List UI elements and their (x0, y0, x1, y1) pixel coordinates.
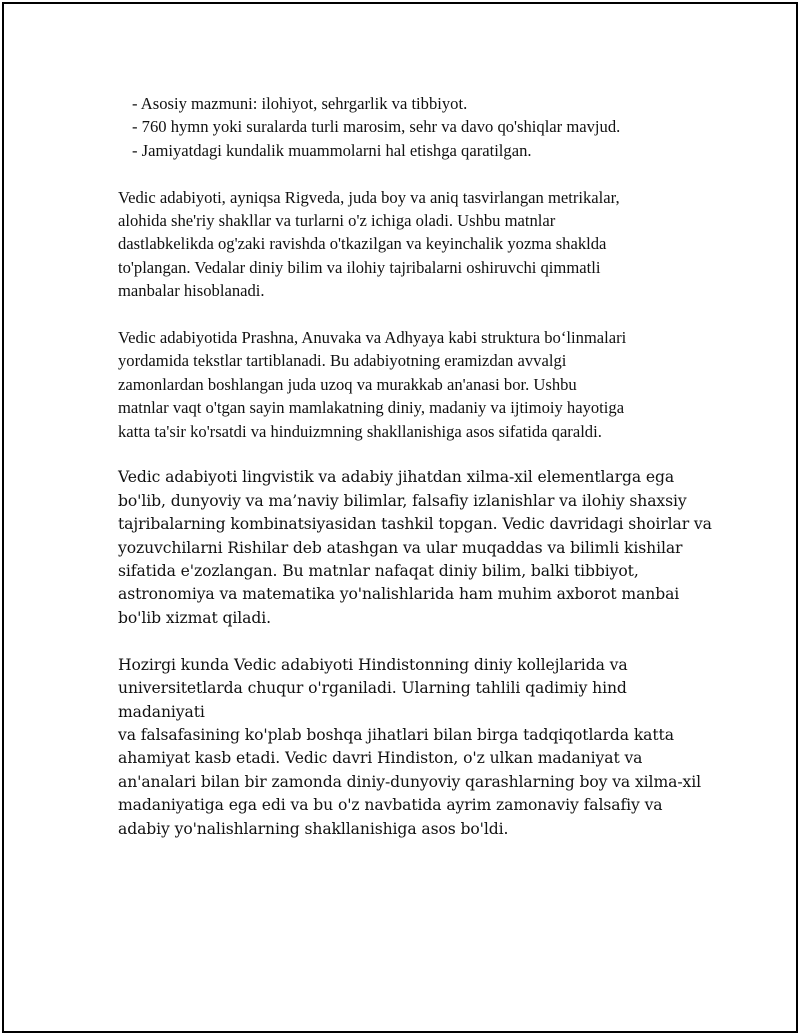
bullet-list (118, 92, 718, 162)
paragraph-structure-divisions: Vedic adabiyotida Prashna, Anuvaka va Adhyaya kabi struktura bo‘linmalari yordamida tekstlar tartiblanadi. Bu adabiyotning eramizdan avvalgi zamonlardan boshlangan juda uzoq va murakkab an'anasi bor. Ushbu matnlar vaqt o'tgan sayin mamlakatning diniy, madaniy va ijtimoiy hayotiga katta ta'sir ko'rsatdi va hinduizmning shakllanishiga asos sifatida qaraldi. (118, 328, 627, 441)
document-body (118, 92, 718, 841)
bullet-item: - 760 hymn yoki suralarda turli marosim, sehr va davo qo'shiqlar mavjud. (132, 117, 621, 137)
bullet-item: - Asosiy mazmuni: ilohiyot, sehrgarlik va tibbiyot. (132, 94, 468, 113)
paragraph-modern-study: Hozirgi kunda Vedic adabiyoti Hindistonning diniy kollejlarida va universitetlarda chuqur o'rganiladi. Ularning tahlili qadimiy hind madaniyati va falsafasining ko'plab boshqa jihatlari bilan birga tadqiqotlarda katta ahamiyat kasb etadi. Vedic davri Hindiston, o'z ulkan madaniyat va an'analari bilan bir zamonda diniy-dunyoviy qarashlarning boy va xilma-xil madaniyatiga ega edi va bu o'z navbatida ayrim zamonaviy falsafiy va adabiy yo'nalishlarning shakllanishiga asos bo'ldi. (118, 655, 701, 838)
paragraph-rigveda-metrics: Vedic adabiyoti, ayniqsa Rigveda, juda boy va aniq tasvirlangan metrikalar, alohida she'riy shakllar va turlarni o'z ichiga oladi. Ushbu matnlar dastlabkelikda og'zaki ravishda o'tkazilgan va keyinchalik yozma shaklda to'plangan. Vedalar diniy bilim va ilohiy tajribalarni oshiruvchi qimmatli manbalar hisoblanadi. (118, 187, 620, 301)
bullet-item: - Jamiyatdagi kundalik muammolarni hal etishga qaratilgan. (132, 140, 532, 160)
paragraph-linguistic-diversity: Vedic adabiyoti lingvistik va adabiy jihatdan xilma-xil elementlarga ega bo'lib, dunyoviy va ma’naviy bilimlar, falsafiy izlanishlar va ilohiy shaxsiy tajribalarning kombinatsiyasidan tashkil topgan. Vedic davridagi shoirlar va yozuvchilarni Rishilar deb atashgan va ular muqaddas va bilimli kishilar sifatida e'zozlangan. Bu matnlar nafaqat diniy bilim, balki tibbiyot, astronomiya va matematika yo'nalishlarida ham muhim axborot manbai bo'lib xizmat qiladi. (118, 468, 712, 627)
